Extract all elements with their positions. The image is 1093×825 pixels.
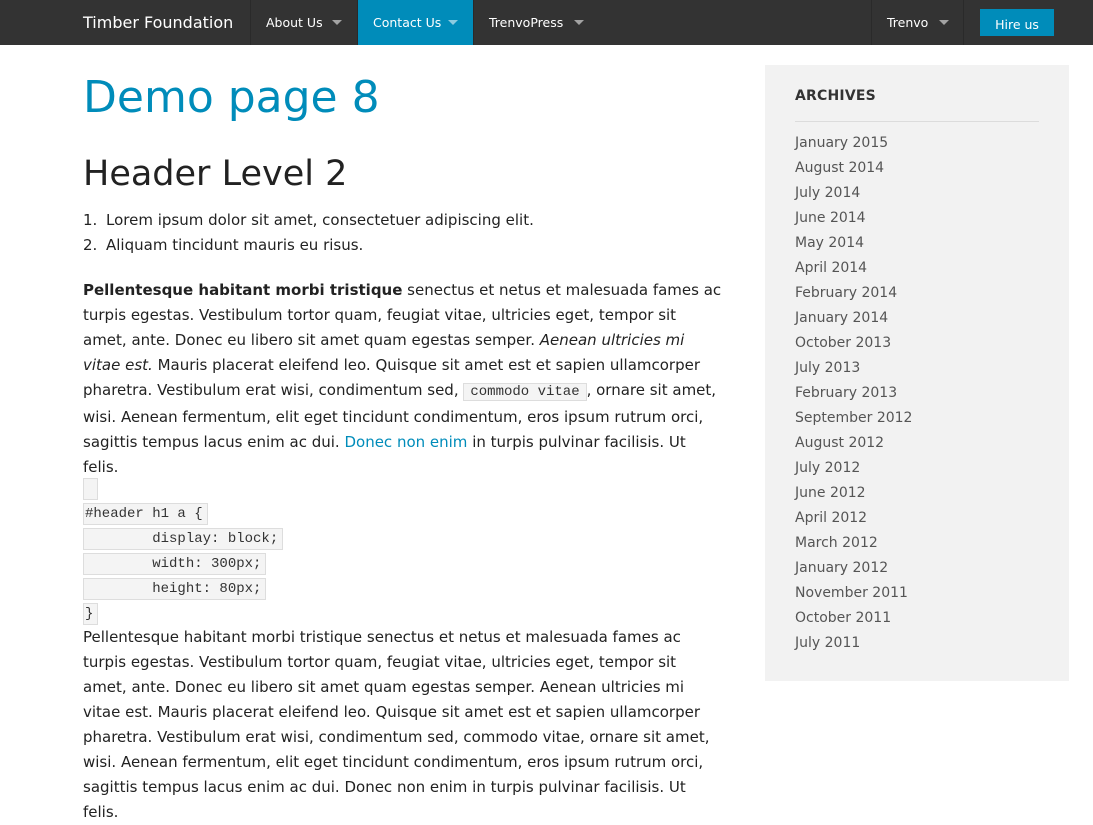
archive-link[interactable]: September 2012 [795,410,913,426]
code-line [83,527,283,552]
chevron-down-icon [574,20,584,25]
list-number: 2. [83,236,98,254]
archive-link[interactable]: August 2014 [795,160,885,176]
site-brand[interactable]: Timber Foundation [83,13,234,32]
archive-link[interactable]: February 2013 [795,385,898,401]
bold-text: Pellentesque habitant morbi tristique [83,281,403,299]
archive-link[interactable]: May 2014 [795,235,865,251]
code-text: width: 300px; [83,553,266,575]
archive-link[interactable]: November 2011 [795,585,908,601]
archive-list [795,131,912,656]
paragraph-text: senectus et netus et malesuada fames ac turpis egestas. Vestibulum tortor quam, feugiat vitae, ultricies eget, tempor sit amet, ante. Donec eu libero sit amet quam egestas semper. [83,281,722,349]
archive-link[interactable]: June 2014 [795,210,866,226]
archive-link[interactable]: January 2012 [795,560,889,576]
chevron-down-icon [332,20,342,25]
inline-code: commodo vitae [463,383,586,401]
divider [795,121,1039,122]
paragraph-plain: Pellentesque habitant morbi tristique senectus et netus et malesuada fames ac turpis egestas. Vestibulum tortor quam, feugiat vitae, ultricies eget, tempor sit amet, ante. Donec eu libero sit amet quam egestas semper. Aenean ultricies mi vitae est. Mauris placerat eleifend leo. Quisque sit amet est et sapien ullamcorper pharetra. Vestibulum erat wisi, condimentum sed, commodo vitae, ornare sit amet, wisi. Aenean fermentum, elit eget tincidunt condimentum, eros ipsum rutrum orci, sagittis tempus lacus enim ac dui. Donec non enim in turpis pulvinar facilisis. Ut felis. [83,628,710,821]
paragraph-text: Mauris placerat eleifend leo. Quisque sit amet est et sapien ullamcorper pharetra. Vestibulum erat wisi, condimentum sed, [83,356,701,399]
paragraph-rich [83,278,723,480]
archive-link[interactable]: February 2014 [795,285,898,301]
code-text: display: block; [83,528,283,550]
archive-link[interactable]: August 2012 [795,435,885,451]
archive-link[interactable]: April 2012 [795,510,868,526]
archive-link[interactable]: March 2012 [795,535,878,551]
archive-link[interactable]: October 2013 [795,335,892,351]
list-item [83,208,723,233]
code-text: height: 80px; [83,578,266,600]
nav-item-trenvo[interactable] [871,0,964,45]
nav-item-label: About Us [266,15,323,30]
code-text: #header h1 a { [83,503,208,525]
archive-link[interactable]: July 2012 [795,460,861,476]
code-line [83,602,283,627]
archive-link[interactable]: July 2011 [795,635,861,651]
chevron-down-icon [939,20,949,25]
nav-item-contact-us[interactable] [357,0,473,45]
archive-link[interactable]: January 2014 [795,310,889,326]
code-line [83,477,283,502]
hire-us-button[interactable]: Hire us [980,9,1054,36]
list-item-text: Lorem ipsum dolor sit amet, consectetuer adipiscing elit. [106,211,534,229]
archive-link[interactable]: January 2015 [795,135,889,151]
code-block [83,477,283,627]
top-bar [0,0,1093,45]
paragraph-text: , ornare sit amet, wisi. Aenean fermentum, elit eget tincidunt condimentum, eros ipsum rutrum orci, sagittis tempus lacus enim ac dui. [83,381,717,451]
ordered-list [83,208,723,258]
section-heading: Header Level 2 [83,154,348,194]
archive-link[interactable]: October 2011 [795,610,892,626]
list-item-text: Aliquam tincidunt mauris eu risus. [106,236,364,254]
code-line [83,552,283,577]
nav-item-label: Contact Us [373,15,442,30]
list-number: 1. [83,211,98,229]
sidebar-archives [765,65,1069,681]
page-title: Demo page 8 [83,72,380,123]
archives-title: ARCHIVES [795,88,876,104]
code-text [83,478,98,500]
archive-link[interactable]: June 2012 [795,485,866,501]
code-text: } [83,603,98,625]
list-item [83,233,723,258]
code-line [83,577,283,602]
nav-item-label: Trenvo [887,15,929,30]
chevron-down-icon [448,20,458,25]
archive-link[interactable]: April 2014 [795,260,868,276]
donec-link[interactable]: Donec non enim [344,433,468,451]
italic-text: Aenean ultricies mi vitae est. [83,331,685,374]
nav-item-trenvopress[interactable] [473,0,599,45]
nav-item-label: TrenvoPress [489,15,564,30]
code-line [83,502,283,527]
paragraph-text: in turpis pulvinar facilisis. Ut felis. [83,433,686,476]
archive-link[interactable]: July 2013 [795,360,861,376]
nav-item-about-us[interactable] [250,0,357,45]
archive-link[interactable]: July 2014 [795,185,861,201]
